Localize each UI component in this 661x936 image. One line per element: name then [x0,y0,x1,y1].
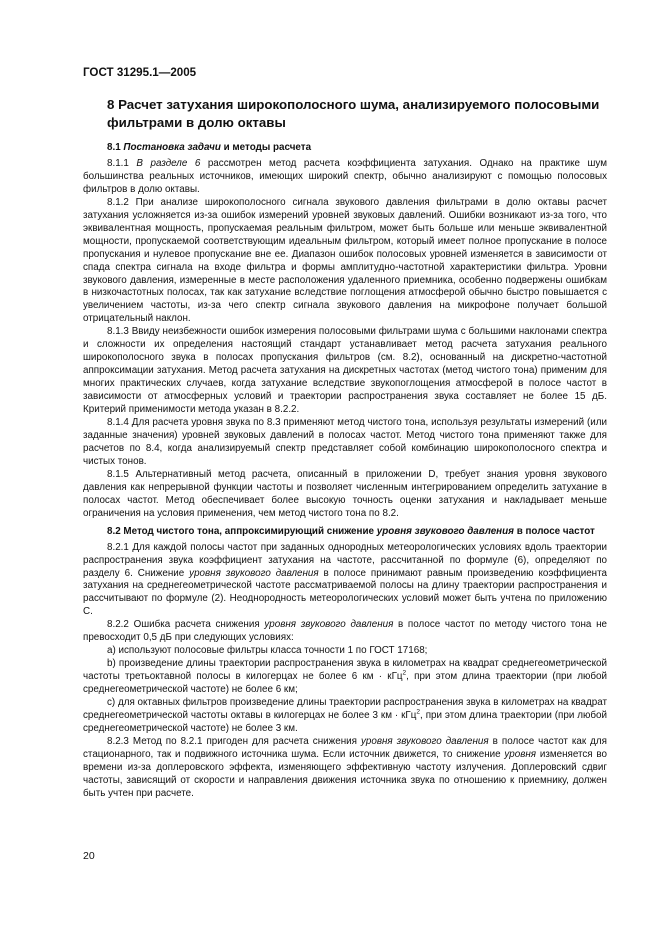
paragraph-8-2-2: 8.2.2 Ошибка расчета снижения уровня звукового давления в полосе частот по методу чистого тона не превосходит 0,5 дБ при следующих условиях: [83,619,607,644]
paragraph-8-1-4: 8.1.4 Для расчета уровня звука по 8.3 применяют метод чистого тона, используя результаты измерений (или заданные значения) уровней звуковых давлений в полосах частот. Метод чистого тона применяют также для расчетов по 8.4, когда анализируемый спектр представляет собой комбинацию широкополосного спектра и чистых тонов. [83,417,607,467]
paragraph-8-2-3: 8.2.3 Метод по 8.2.1 пригоден для расчета снижения уровня звукового давления в полосе частот как для стационарного, так и подвижного источника шума. Если источник движется, то снижение уровня изменяется во времени из-за доплеровского эффекта, изменяющего эффективную частоту излучения. Доплеровский сдвиг частоты, зависящий от скорости и направления движения источника звука по отношению к приемнику, должен быть учтен при расчете. [83,735,607,799]
subsection-heading-8-2: 8.2 Метод чистого тона, аппроксимирующий снижение уровня звукового давления в полосе частот [107,525,595,537]
paragraph-8-1-3: 8.1.3 Ввиду неизбежности ошибок измерения полосовыми фильтрами шума с большими наклонами спектра и сложности их определения настоящий стандарт устанавливает метод расчета затухания реального широкополосного звука в полосах пропускания фильтров (см. 8.2), основанный на дискретно-частотной аппроксимации затухания. Метод расчета затухания на дискретных частотах (метод чистого тона) применим для многих практических случаев, когда затухание вследствие звукопоглощения атмосферой в полосе частот в зависимости от атмосферных условий и траектории распространения звука составляет не более 15 дБ. Критерий применимости метода указан в 8.2.2. [83,326,607,416]
paragraph-8-1-1: 8.1.1 В разделе 6 рассмотрен метод расчета коэффициента затухания. Однако на практике шум большинства реальных источников, имеющих широкий спектр, обычно анализируют с помощью полосовых фильтров в долю октавы. [83,157,607,195]
section-title: 8 Расчет затухания широкополосного шума, анализируемого полосовыми фильтрами в долю октавы [107,97,600,130]
subsection-heading-8-1: 8.1 Постановка задачи и методы расчета [107,142,312,153]
list-item-c: с) для октавных фильтров произведение длины траектории распространения звука в километрах на квадрат среднегеометрической частоты октавы в килогерцах не более 3 км · кГц$^2$, при этом длина траектории (при любой среднегеометрической частоте) не более 3 км. [83,697,608,734]
list-item-b: b) произведение длины траектории распространения звука в километрах на квадрат среднегеометрической частоты третьоктавной полосы в килогерцах не более 6 км · кГц$^2$, при этом длина траектории (при любой среднегеометрической частоте) не более 6 км; [83,658,607,696]
standard-header: ГОСТ 31295.1—2005 [83,66,197,79]
paragraph-8-1-2: 8.1.2 При анализе широкополосного сигнала звукового давления фильтрами в долю октавы расчет затухания усложняется из-за ошибок измерений уровней звуковых давлений. Ошибки возникают из-за того, что эквивалентная мощность, пропускаемая реальным фильтром, может быть больше или меньше эквивалентной мощности, пропускаемой соответствующим идеальным фильтром, который имеет полное пропускание в полосе пропускания и нулевое пропускание вне ее. Диапазон ошибок полосовых уровней изменяется в зависимости от спада спектра сигнала на входе фильтра и формы амплитудно-частотной характеристики фильтра. Уровни звукового давления, измеренные в месте расположения удаленного приемника, особенно подвержены ошибкам в низкочастотных полосах, так как затухание вследствие поглощения атмосферой обычно быстро повышается с увеличением частоты, из-за чего спектр сигнала звукового давления на микрофоне получает большой отрицательный наклон. [83,196,607,325]
paragraph-8-2-1: 8.2.1 Для каждой полосы частот при заданных однородных метеорологических условиях вдоль траектории распространения звука коэффициент затухания на частоте, рассчитанной по формуле (6), определяют по разделу 6. Снижение уровня звукового давления в полосе принимают равным произведению коэффициента затухания на среднегеометрической частоте рассматриваемой полосы на длину траектории распространения и рассчитывают по формуле (2). Неоднородность метеорологических условий может быть учтена по приложению С. [83,541,607,618]
page-number: 20 [83,850,95,862]
list-item-a: а) используют полосовые фильтры класса точности 1 по ГОСТ 17168; [107,645,428,657]
paragraph-8-1-5: 8.1.5 Альтернативный метод расчета, описанный в приложении D, требует знания уровня звукового давления как непрерывной функции частоты и позволяет численным интегрированием определить затухание в полосах частот. Метод обеспечивает более высокую точность оценки затухания и накладывает меньше ограничения на условия применения, чем метод чистого тона по 8.2. [83,468,607,519]
document-body [83,137,607,801]
